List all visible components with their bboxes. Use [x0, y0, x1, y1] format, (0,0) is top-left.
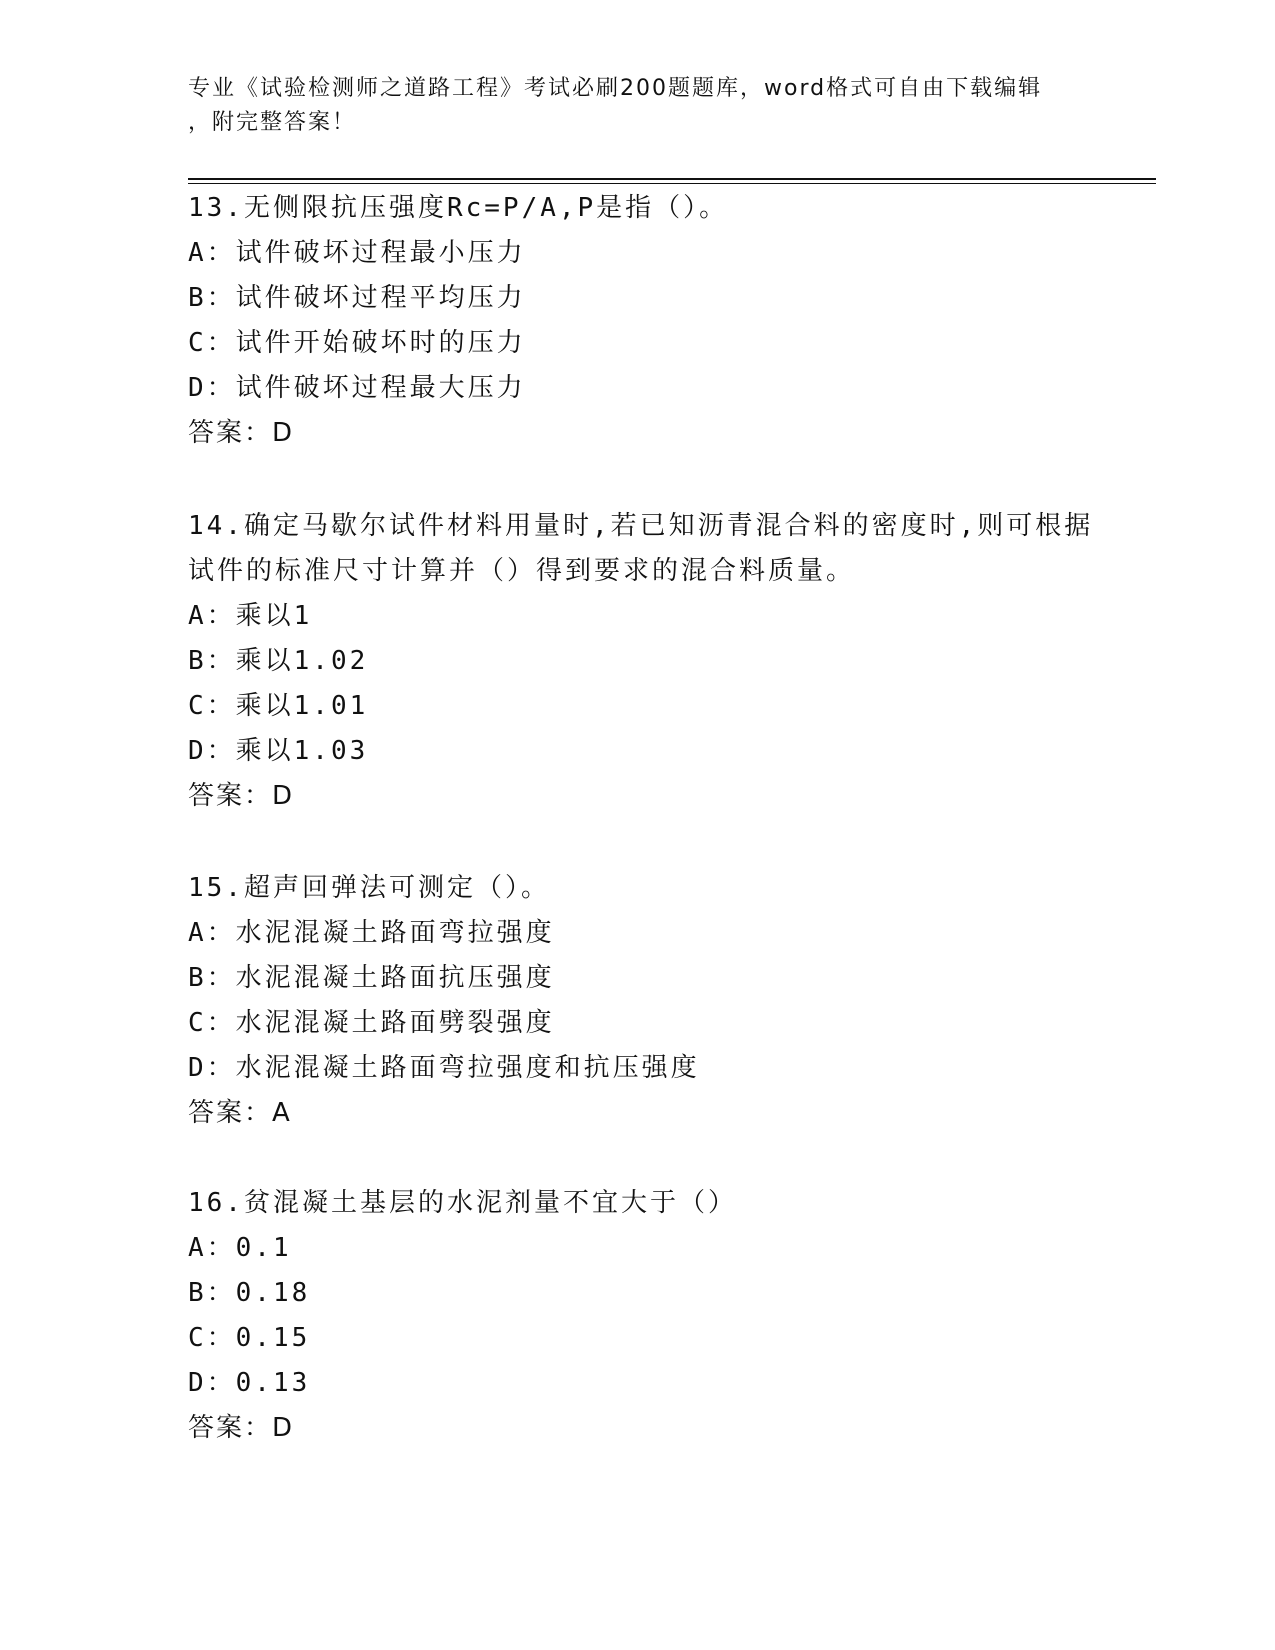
header-divider-thin [188, 183, 1156, 184]
question-15-answer: 答案：A [188, 1098, 292, 1128]
question-14-option-b: B：乘以1.02 [188, 646, 369, 676]
question-16-option-c: C：0.15 [188, 1323, 311, 1353]
question-13-answer: 答案：D [188, 418, 295, 448]
question-14-option-d: D：乘以1.03 [188, 736, 369, 766]
question-13-option-a: A：试件破坏过程最小压力 [188, 238, 526, 268]
question-14-option-a: A：乘以1 [188, 601, 313, 631]
question-13-option-b: B：试件破坏过程平均压力 [188, 283, 526, 313]
question-14-stem-line-2: 试件的标准尺寸计算并（）得到要求的混合料质量。 [188, 556, 856, 586]
header-divider-thick [188, 178, 1156, 180]
header-line-2: ，附完整答案！ [188, 110, 357, 135]
question-13-option-c: C：试件开始破坏时的压力 [188, 328, 526, 358]
question-13-option-d: D：试件破坏过程最大压力 [188, 373, 526, 403]
question-14-answer: 答案：D [188, 781, 295, 811]
question-15-option-a: A：水泥混凝土路面弯拉强度 [188, 918, 555, 948]
question-16-stem: 16.贫混凝土基层的水泥剂量不宜大于（） [188, 1188, 737, 1218]
question-15-option-c: C：水泥混凝土路面劈裂强度 [188, 1008, 555, 1038]
question-14-option-c: C：乘以1.01 [188, 691, 369, 721]
question-15-stem: 15.超声回弹法可测定（）。 [188, 873, 550, 903]
question-16-option-d: D：0.13 [188, 1368, 311, 1398]
question-16-option-a: A：0.1 [188, 1233, 292, 1263]
question-15-option-d: D：水泥混凝土路面弯拉强度和抗压强度 [188, 1053, 700, 1083]
question-15-option-b: B：水泥混凝土路面抗压强度 [188, 963, 555, 993]
question-13-stem: 13.无侧限抗压强度Rc=P/A,P是指（）。 [188, 193, 729, 223]
question-14-stem-line-1: 14.确定马歇尔试件材料用量时,若已知沥青混合料的密度时,则可根据 [188, 511, 1094, 541]
question-16-answer: 答案：D [188, 1413, 295, 1443]
document-header [188, 72, 1088, 140]
question-16-option-b: B：0.18 [188, 1278, 311, 1308]
header-line-1: 专业《试验检测师之道路工程》考试必刷200题题库，word格式可自由下载编辑 [188, 76, 1043, 101]
